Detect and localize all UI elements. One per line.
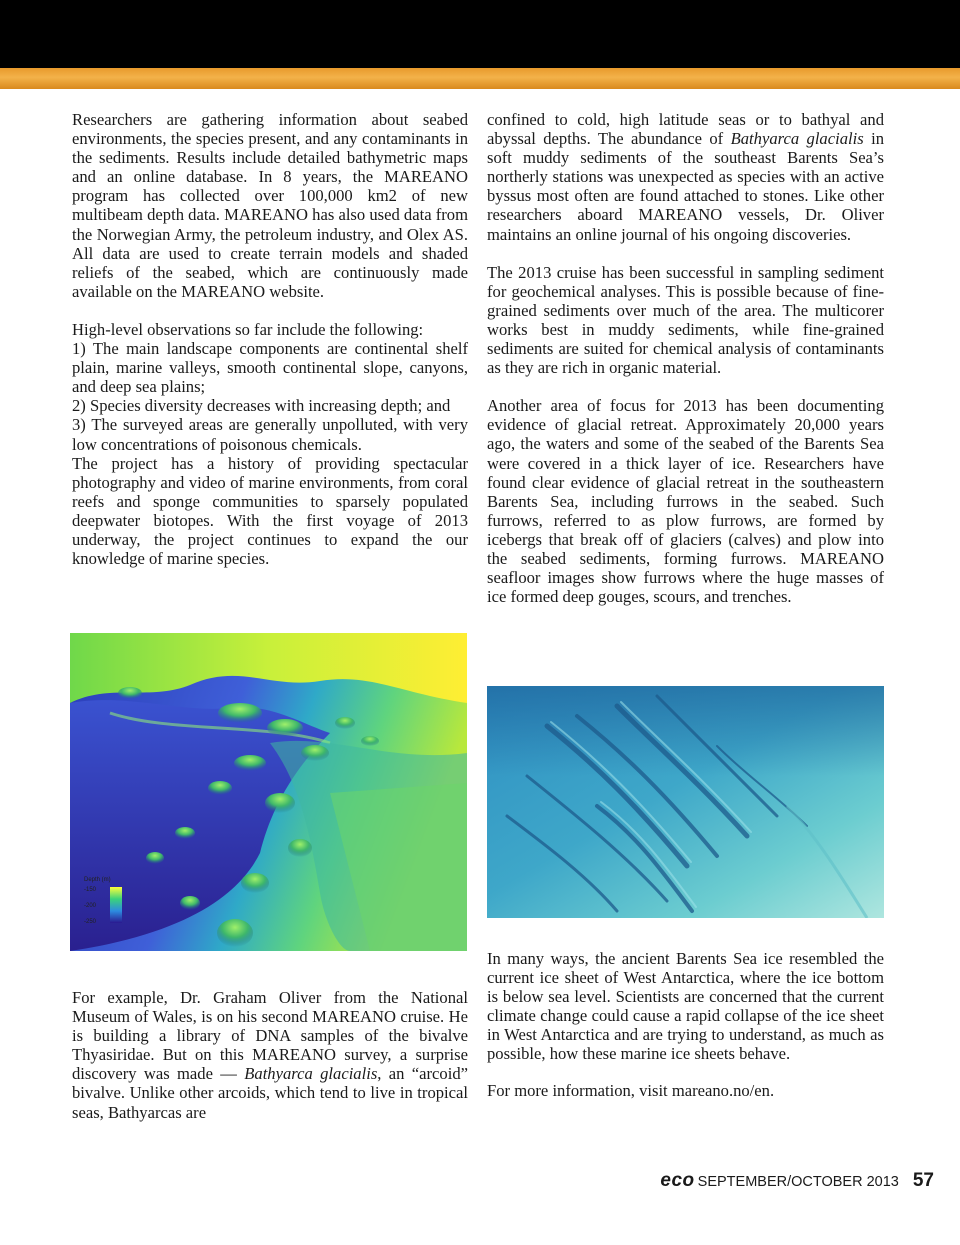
issue-date: SEPTEMBER/OCTOBER 2013 [697, 1174, 899, 1190]
bathymetry-terrain-image [70, 633, 467, 951]
right-paragraph-4: In many ways, the ancient Barents Sea ice resembled the current ice sheet of West Antarctica, where the ice bottom is below sea level. Scientists are concerned that the current climate change could cause a rapid collapse of the ice sheet in West Antarctica and are trying to understand, as much as possible, how these marine ice sheets behave. [487, 949, 884, 1064]
species-name: Bathyarca glacialis [244, 1064, 378, 1084]
depth-legend [76, 877, 136, 937]
page-footer [660, 1170, 934, 1192]
right-paragraph-3: Another area of focus for 2013 has been documenting evidence of glacial retreat. Approximately 20,000 years ago, the waters and some of the seabed of the Barents Sea were covered in a thick layer of ice. Researchers have found clear evidence of glacial retreat in the southeastern Barents Sea, including furrows in the seabed. Such furrows, referred to as plow furrows, are formed by icebergs that break off of glaciers (calves) and plow into the seabed sediments, forming furrows. MAREANO seafloor images show furrows where the huge masses of ice formed deep gouges, scours, and trenches. [487, 396, 884, 607]
species-name-2: Bathyarca glacialis [730, 129, 864, 149]
left-column-bottom [72, 988, 468, 1122]
bathyarca-text-b: in soft muddy sediments of the southeast Barents Sea’s northerly stations was unexpected as species with an active byssus most often are found attached to stones. Like other researchers aboard MAREANO vessels, Dr. Oliver maintains an online journal of his ongoing discoveries. [487, 129, 884, 244]
right-column-top [487, 110, 884, 606]
right-column-bottom [487, 949, 884, 1100]
right-paragraph-2: The 2013 cruise has been successful in sampling sediment for geochemical analyses. This is possible because of fine-grained sediments over much of the area. The multicorer works best in muddy sediments, while fine-grained sediments are suited for chemical analysis of contaminants as they are rich in organic material. [487, 262, 884, 378]
top-black-bar [0, 0, 960, 68]
observation-item-2: 2) Species diversity decreases with increasing depth; and [72, 396, 451, 416]
right-paragraph-5: For more information, visit mareano.no/en. [487, 1080, 775, 1100]
observations-intro: High-level observations so far include the following: [72, 319, 424, 339]
depth-tick-2: -200 [84, 903, 97, 909]
left-column-top [72, 110, 468, 568]
left-paragraph-1: Researchers are gathering information about seabed environments, the species present, and any contaminants in the sediments. Results include detailed bathymetric maps and an online database. In 8 years, the MAREANO program has collected over 100,000 km2 of new multibeam depth data. MAREANO has also used data from the Norwegian Army, the petroleum industry, and Olex AS. All data are used to create terrain models and shaded reliefs of the seabed, which are continuously made available on the MAREANO website. [72, 110, 468, 301]
furrows-render [487, 686, 884, 918]
page-number: 57 [912, 1170, 934, 1191]
left-paragraph-4 [72, 988, 468, 1122]
depth-tick-3: -250 [84, 919, 97, 925]
bathyarca-text-a: confined to cold, high latitude seas or to bathyal and abyssal depths. The abundance of [487, 110, 884, 149]
observation-item-1: 1) The main landscape components are continental shelf plain, marine valleys, smooth continental slope, canyons, and deep sea plains; [72, 339, 468, 397]
depth-legend-title: Depth (m) [84, 877, 111, 883]
left-paragraph-3: The project has a history of providing spectacular photography and video of marine environments, from coral reefs and sponge communities to sparsely populated deepwater biotopes. With the first voyage of 2013 underway, the project continues to expand the our knowledge of marine species. [72, 453, 468, 569]
observations-block [72, 320, 468, 568]
seafloor-furrows-image [487, 686, 884, 918]
right-paragraph-1 [487, 110, 884, 244]
depth-color-scale [110, 887, 122, 923]
oliver-text-a: For example, Dr. Graham Oliver from the National Museum of Wales, is on his second MAREANO cruise. He is building a library of DNA samples of the bivalve Thyasiridae. But on this MAREANO survey, a surprise discovery was made — [72, 988, 468, 1084]
orange-accent-band [0, 68, 960, 89]
oliver-text-b: , an “arcoid” bivalve. Unlike other arcoids, which tend to live in tropical seas, Bathyarcas are [72, 1064, 468, 1122]
magazine-logo: eco [660, 1170, 695, 1191]
depth-tick-1: -150 [84, 887, 97, 893]
observation-item-3: 3) The surveyed areas are generally unpolluted, with very low concentrations of poisonous chemicals. [72, 415, 468, 454]
